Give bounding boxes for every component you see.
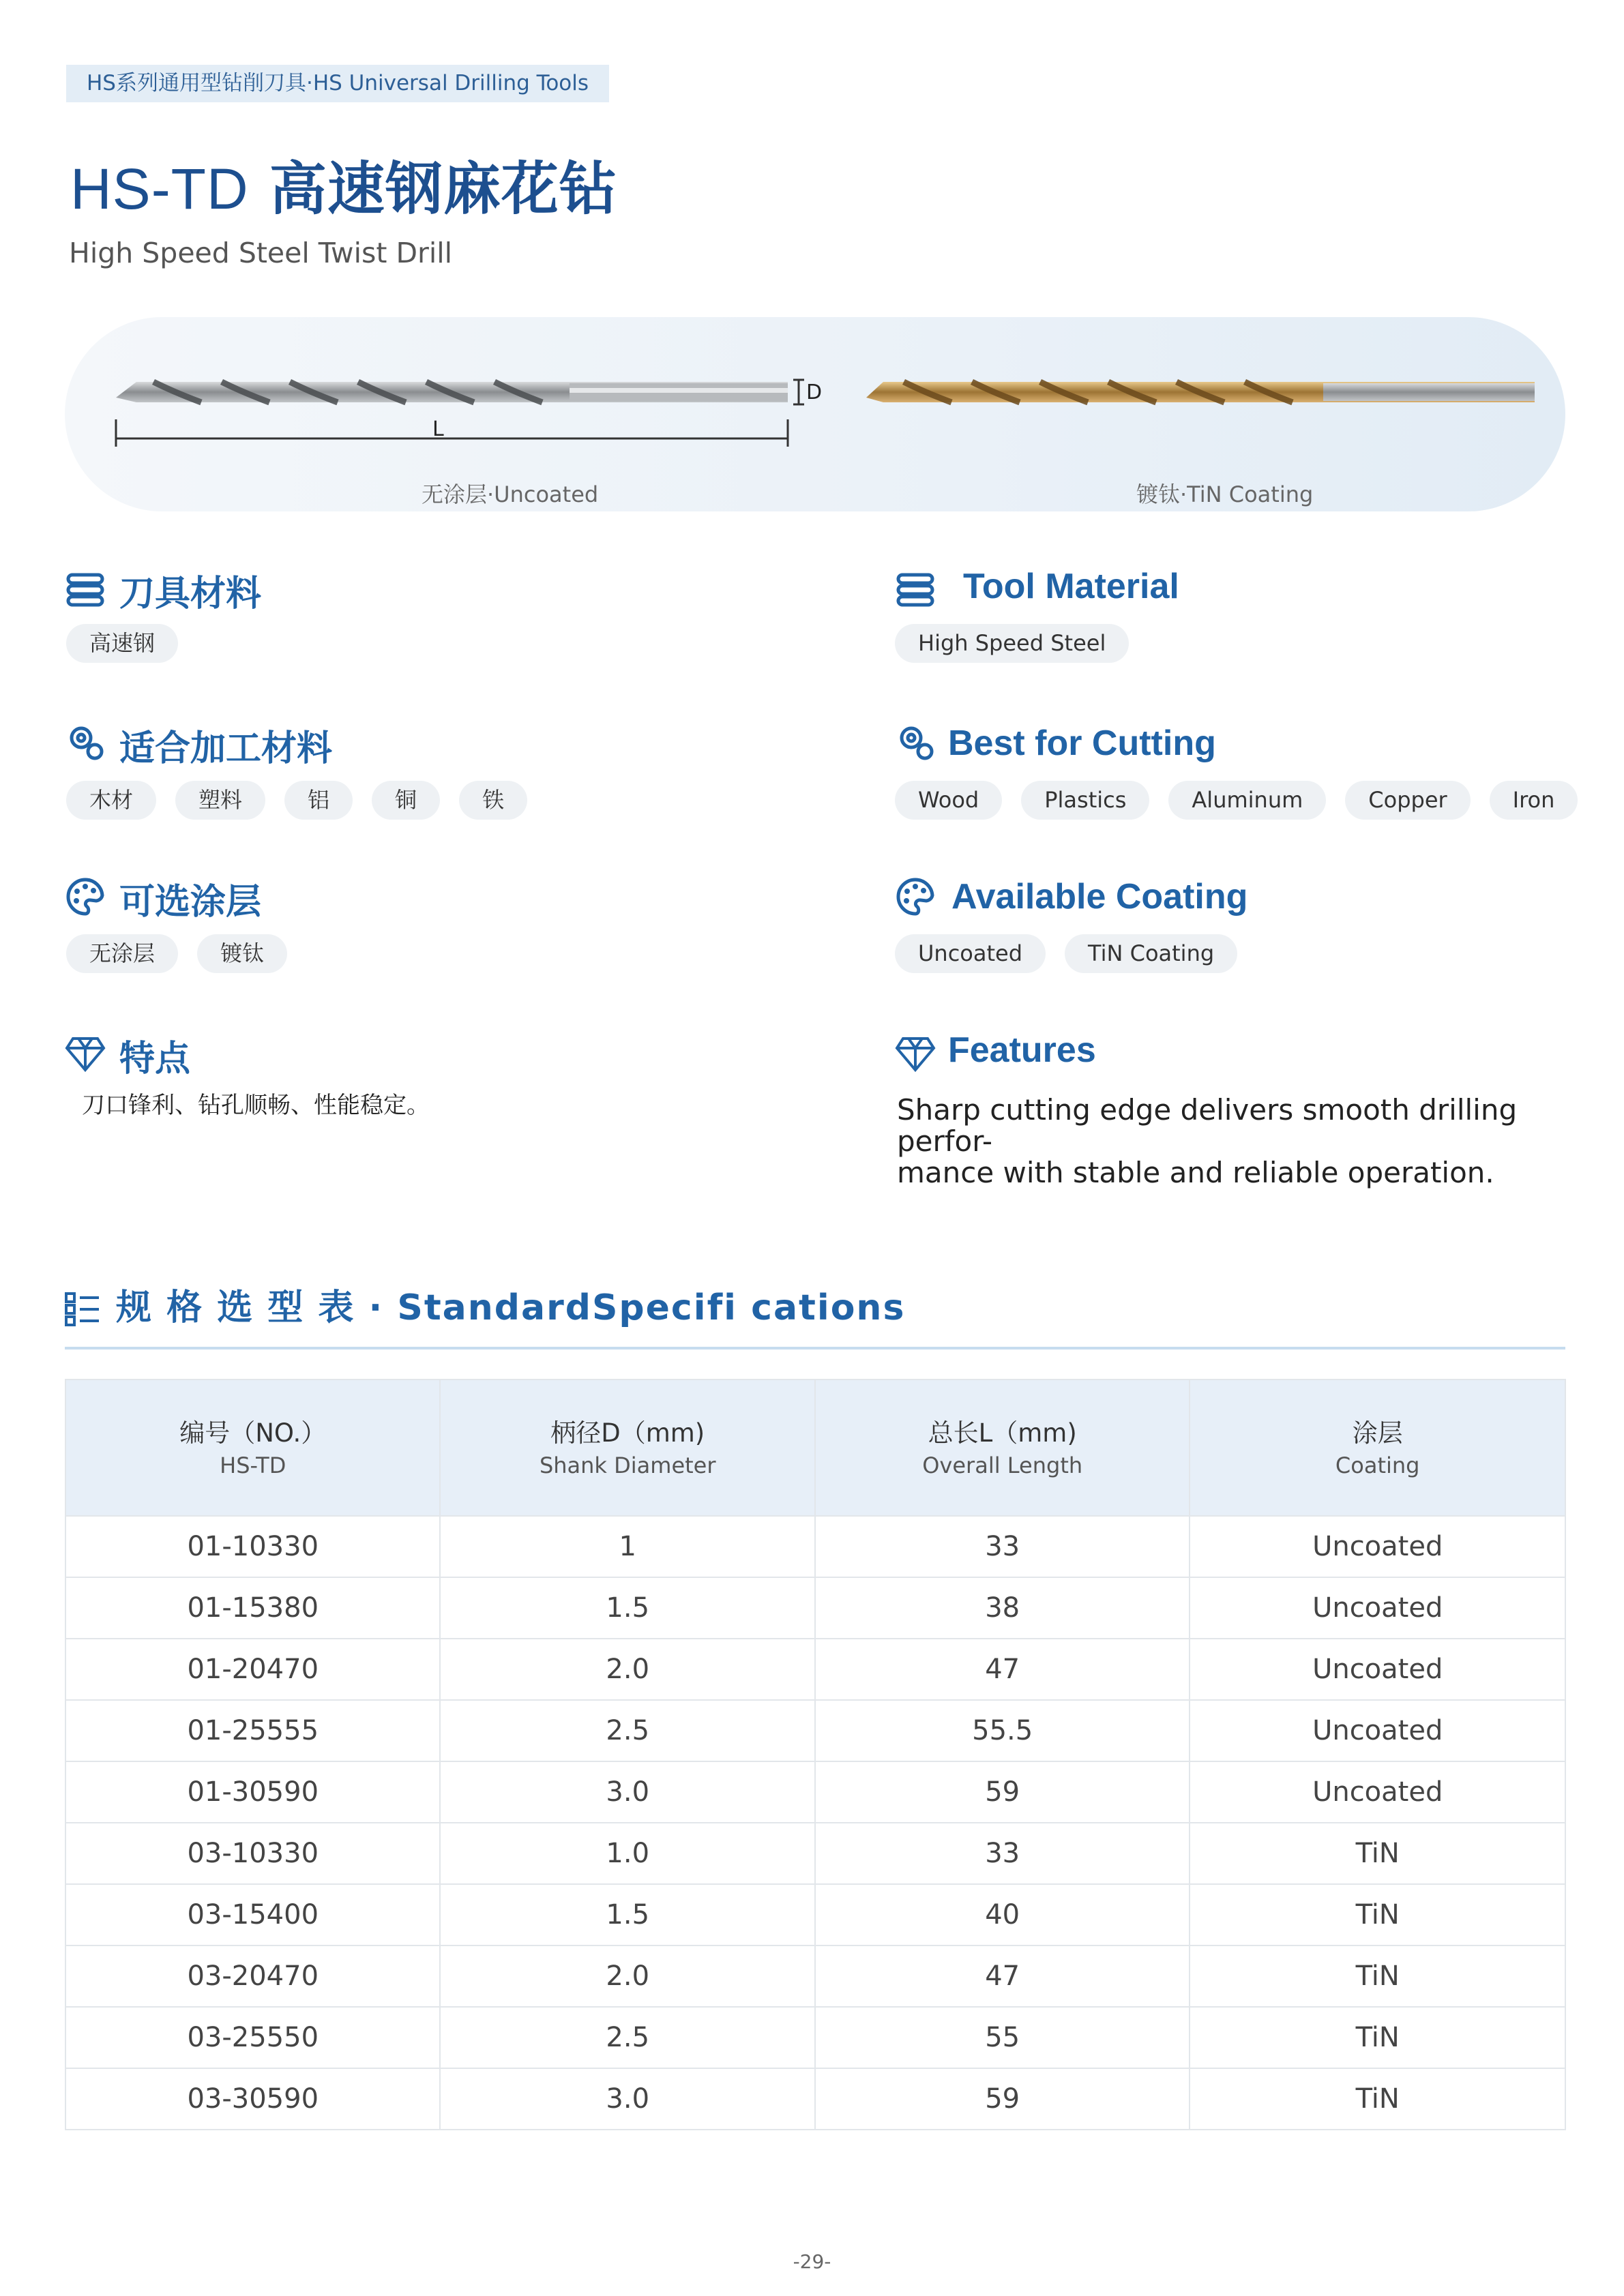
gears-icon xyxy=(65,721,106,762)
page-title xyxy=(70,143,617,226)
label-l: L xyxy=(432,417,444,441)
chip: Copper xyxy=(1345,781,1470,820)
caption-uncoated: 无涂层·Uncoated xyxy=(422,481,599,507)
chip: 木材 xyxy=(66,781,156,820)
chip: 塑料 xyxy=(175,781,265,820)
features-text-en-line1: Sharp cutting edge delivers smooth drilling perfor- xyxy=(897,1093,1518,1158)
table-cell: 3.0 xyxy=(440,1761,814,1823)
table-row xyxy=(65,1884,1565,1945)
material-chips-en xyxy=(895,624,1129,663)
list-icon xyxy=(65,1292,100,1326)
table-cell: 47 xyxy=(815,1945,1190,2007)
table-row xyxy=(65,1516,1565,1577)
table-cell: 01-30590 xyxy=(65,1761,440,1823)
chip: Plastics xyxy=(1021,781,1149,820)
table-row xyxy=(65,1823,1565,1884)
spec-title: 规 格 选 型 表 · StandardSpecifi cations xyxy=(116,1287,906,1328)
category-tag: HS系列通用型钻削刀具·HS Universal Drilling Tools xyxy=(66,65,609,102)
features-title-en: Features xyxy=(948,1030,1096,1070)
tin-coated-drill xyxy=(866,382,1535,402)
table-cell: 1.5 xyxy=(440,1884,814,1945)
table-cell: 59 xyxy=(815,2068,1190,2130)
label-d: D xyxy=(806,381,823,404)
length-dimension xyxy=(116,419,788,447)
features-title-zh: 特点 xyxy=(119,1039,191,1079)
table-cell: 2.0 xyxy=(440,1639,814,1700)
palette-icon xyxy=(65,876,106,917)
chip: 铜 xyxy=(372,781,440,820)
table-row xyxy=(65,1639,1565,1700)
table-cell: 03-30590 xyxy=(65,2068,440,2130)
diamond-icon xyxy=(895,1033,936,1074)
diamond-icon xyxy=(65,1033,106,1074)
chip: High Speed Steel xyxy=(895,624,1129,663)
palette-icon xyxy=(895,876,936,917)
spec-divider xyxy=(65,1347,1565,1350)
chip: TiN Coating xyxy=(1065,934,1237,973)
chip: 镀钛 xyxy=(197,934,287,973)
table-cell: 59 xyxy=(815,1761,1190,1823)
chip: Aluminum xyxy=(1168,781,1326,820)
table-cell: Uncoated xyxy=(1190,1516,1565,1577)
table-cell: 03-25550 xyxy=(65,2007,440,2068)
cutting-chips-en xyxy=(895,781,1578,820)
features-text-zh: 刀口锋利、钻孔顺畅、性能稳定。 xyxy=(82,1092,430,1119)
table-cell: 47 xyxy=(815,1639,1190,1700)
table-cell: 01-20470 xyxy=(65,1639,440,1700)
title-code: HS-TD xyxy=(70,157,249,221)
table-header-row xyxy=(65,1380,1565,1516)
coating-title-zh: 可选涂层 xyxy=(119,882,262,923)
coating-chips-en xyxy=(895,934,1237,973)
gears-icon xyxy=(895,721,936,762)
table-cell: 03-15400 xyxy=(65,1884,440,1945)
caption-tin: 镀钛·TiN Coating xyxy=(1136,481,1314,507)
table-cell: 1 xyxy=(440,1516,814,1577)
cutting-chips-zh xyxy=(66,781,527,820)
table-cell: 03-10330 xyxy=(65,1823,440,1884)
drill-illustrations xyxy=(65,317,1565,511)
header-no: 编号（NO.） HS-TD xyxy=(65,1380,440,1516)
page-subtitle: High Speed Steel Twist Drill xyxy=(69,237,453,269)
table-cell: 1.5 xyxy=(440,1577,814,1639)
coating-title-en: Available Coating xyxy=(951,877,1248,916)
table-cell: TiN xyxy=(1190,2007,1565,2068)
table-cell: 1.0 xyxy=(440,1823,814,1884)
chip: Iron xyxy=(1490,781,1578,820)
chip: 铝 xyxy=(284,781,353,820)
table-cell: 33 xyxy=(815,1823,1190,1884)
diameter-dimension xyxy=(793,380,804,404)
chip: 铁 xyxy=(459,781,527,820)
layers-icon xyxy=(895,569,936,610)
table-cell: TiN xyxy=(1190,1945,1565,2007)
header-overall-length: 总长L（mm) Overall Length xyxy=(815,1380,1190,1516)
features-text-en xyxy=(897,1094,1579,1189)
table-cell: 01-10330 xyxy=(65,1516,440,1577)
table-cell: 40 xyxy=(815,1884,1190,1945)
table-cell: 01-25555 xyxy=(65,1700,440,1761)
table-cell: 03-20470 xyxy=(65,1945,440,2007)
table-cell: 2.5 xyxy=(440,2007,814,2068)
table-cell: Uncoated xyxy=(1190,1639,1565,1700)
table-cell: Uncoated xyxy=(1190,1761,1565,1823)
table-cell: Uncoated xyxy=(1190,1700,1565,1761)
table-cell: 38 xyxy=(815,1577,1190,1639)
material-chips-zh xyxy=(66,624,178,663)
cutting-title-zh: 适合加工材料 xyxy=(119,728,333,769)
header-coating: 涂层 Coating xyxy=(1190,1380,1565,1516)
material-title-zh: 刀具材料 xyxy=(119,573,262,614)
features-text-en-line2: mance with stable and reliable operation. xyxy=(897,1156,1494,1189)
table-cell: 33 xyxy=(815,1516,1190,1577)
table-row xyxy=(65,2007,1565,2068)
header-shank-diameter: 柄径D（mm) Shank Diameter xyxy=(440,1380,814,1516)
chip: 高速钢 xyxy=(66,624,178,663)
layers-icon xyxy=(65,569,106,610)
cutting-title-en: Best for Cutting xyxy=(948,724,1216,763)
table-row xyxy=(65,1577,1565,1639)
table-cell: 55 xyxy=(815,2007,1190,2068)
table-cell: 3.0 xyxy=(440,2068,814,2130)
chip: 无涂层 xyxy=(66,934,178,973)
table-cell: TiN xyxy=(1190,2068,1565,2130)
table-row xyxy=(65,1945,1565,2007)
table-cell: Uncoated xyxy=(1190,1577,1565,1639)
material-title-en: Tool Material xyxy=(963,567,1179,606)
table-row xyxy=(65,2068,1565,2130)
table-cell: 2.5 xyxy=(440,1700,814,1761)
table-cell: 55.5 xyxy=(815,1700,1190,1761)
table-cell: TiN xyxy=(1190,1823,1565,1884)
coating-chips-zh xyxy=(66,934,287,973)
table-cell: TiN xyxy=(1190,1884,1565,1945)
chip: Wood xyxy=(895,781,1002,820)
table-cell: 01-15380 xyxy=(65,1577,440,1639)
table-row xyxy=(65,1700,1565,1761)
table-cell: 2.0 xyxy=(440,1945,814,2007)
table-row xyxy=(65,1761,1565,1823)
uncoated-drill xyxy=(116,382,788,402)
title-zh: 高速钢麻花钻 xyxy=(269,155,617,222)
chip: Uncoated xyxy=(895,934,1046,973)
page-number: -29- xyxy=(793,2250,831,2273)
spec-table xyxy=(65,1379,1566,2130)
